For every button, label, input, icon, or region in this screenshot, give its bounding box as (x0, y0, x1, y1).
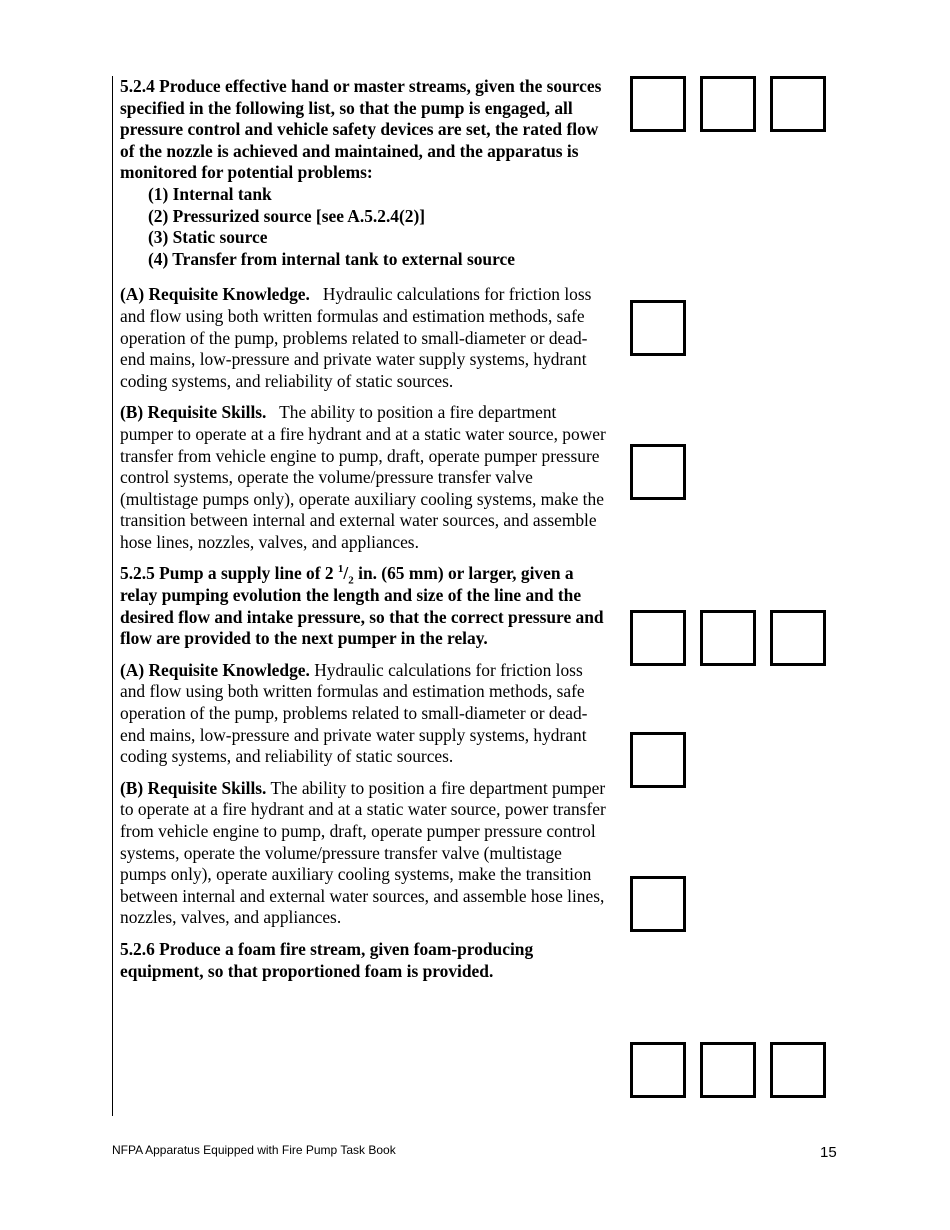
signoff-checkbox[interactable] (770, 1042, 826, 1098)
task-5-2-4-signoff-boxes (630, 76, 826, 132)
task-5-2-4-knowledge-boxes (630, 300, 686, 356)
fraction-slash: / (343, 563, 349, 584)
skills-label: (B) Requisite Skills. (120, 777, 267, 798)
signoff-checkbox[interactable] (630, 1042, 686, 1098)
task-5-2-5-knowledge (120, 660, 612, 768)
task-5-2-5-signoff-boxes (630, 610, 826, 666)
task-5-2-6-heading: 5.2.6 Produce a foam fire stream, given foam-producing equipment, so that proportioned foam is provided. (120, 938, 534, 981)
knowledge-text: Hydraulic calculations for friction loss and flow using both written formulas and estimation methods, safe operation of the pump, problems related to small-diameter or dead-end mains, low-pressure and private water supply systems, hydrant coding systems, and reliability of static sources. (120, 284, 592, 391)
task-5-2-5-knowledge-boxes (630, 732, 686, 788)
knowledge-label: (A) Requisite Knowledge. (120, 659, 310, 680)
signoff-checkbox[interactable] (700, 1042, 756, 1098)
task-5-2-6-signoff-boxes (630, 1042, 826, 1098)
heading-text: 5.2.5 Pump a supply line of 2 (120, 563, 338, 584)
task-5-2-5-skills-boxes (630, 876, 686, 932)
task-5-2-4-heading: 5.2.4 Produce effective hand or master streams, given the sources specified in the following list, so that the pump is engaged, all pressure control and vehicle safety devices are set, the rated flow of the nozzle is achieved and maintained, and the apparatus is monitored for potential problems: (120, 76, 602, 183)
left-margin-rule (112, 76, 113, 1116)
fraction-numerator: 1 (337, 563, 344, 576)
task-5-2-4-source-list (120, 184, 612, 270)
knowledge-label: (A) Requisite Knowledge. (120, 284, 310, 305)
list-item: (4) Transfer from internal tank to external source (148, 248, 515, 269)
task-5-2-4-knowledge (120, 284, 612, 392)
signoff-checkbox[interactable] (630, 300, 686, 356)
list-item: (1) Internal tank (148, 183, 272, 204)
signoff-checkbox[interactable] (770, 610, 826, 666)
list-item: (3) Static source (148, 227, 268, 248)
heading-text: in. (65 mm) or larger, given a relay pumping evolution the length and size of the line and the desired flow and intake pressure, so that the correct pressure and flow are provided to the next pumper in the relay. (120, 563, 604, 649)
signoff-checkbox[interactable] (630, 610, 686, 666)
skills-label: (B) Requisite Skills. (120, 402, 267, 423)
signoff-checkbox[interactable] (700, 610, 756, 666)
knowledge-text: Hydraulic calculations for friction loss and flow using both written formulas and estimation methods, safe operation of the pump, problems related to small-diameter or dead-end mains, low-pressure and private water supply systems, hydrant coding systems, and reliability of static sources. (120, 659, 588, 767)
signoff-checkbox[interactable] (630, 444, 686, 500)
task-5-2-4-skills-boxes (630, 444, 686, 500)
signoff-checkbox[interactable] (700, 76, 756, 132)
fraction-denominator: 2 (348, 574, 354, 587)
task-content (120, 76, 612, 982)
page-number: 15 (820, 1144, 837, 1161)
signoff-checkbox[interactable] (630, 76, 686, 132)
signoff-checkbox[interactable] (630, 876, 686, 932)
skills-text: The ability to position a fire department pumper to operate at a fire hydrant and at a static water source, power transfer from vehicle engine to pump, draft, operate pumper pressure control systems, operate the volume/pressure transfer valve (multistage pumps only), operate auxiliary cooling systems, make the transition between internal and external water sources, and assemble hose lines, nozzles, valves, and appliances. (120, 777, 606, 928)
signoff-checkbox[interactable] (770, 76, 826, 132)
signoff-checkbox[interactable] (630, 732, 686, 788)
skills-text: The ability to position a fire department pumper to operate at a fire hydrant and at a static water source, power transfer from vehicle engine to pump, draft, operate pumper pressure control systems, operate the volume/pressure transfer valve (multistage pumps only), operate auxiliary cooling systems, make the transition between internal and external water sources, and assemble hose lines, nozzles, valves, and appliances. (120, 402, 606, 552)
task-5-2-4-skills (120, 402, 612, 553)
task-5-2-5-heading (120, 563, 612, 649)
list-item: (2) Pressurized source [see A.5.2.4(2)] (148, 205, 426, 226)
task-5-2-5-skills (120, 778, 612, 929)
footer-title: NFPA Apparatus Equipped with Fire Pump Task Book (112, 1143, 396, 1157)
